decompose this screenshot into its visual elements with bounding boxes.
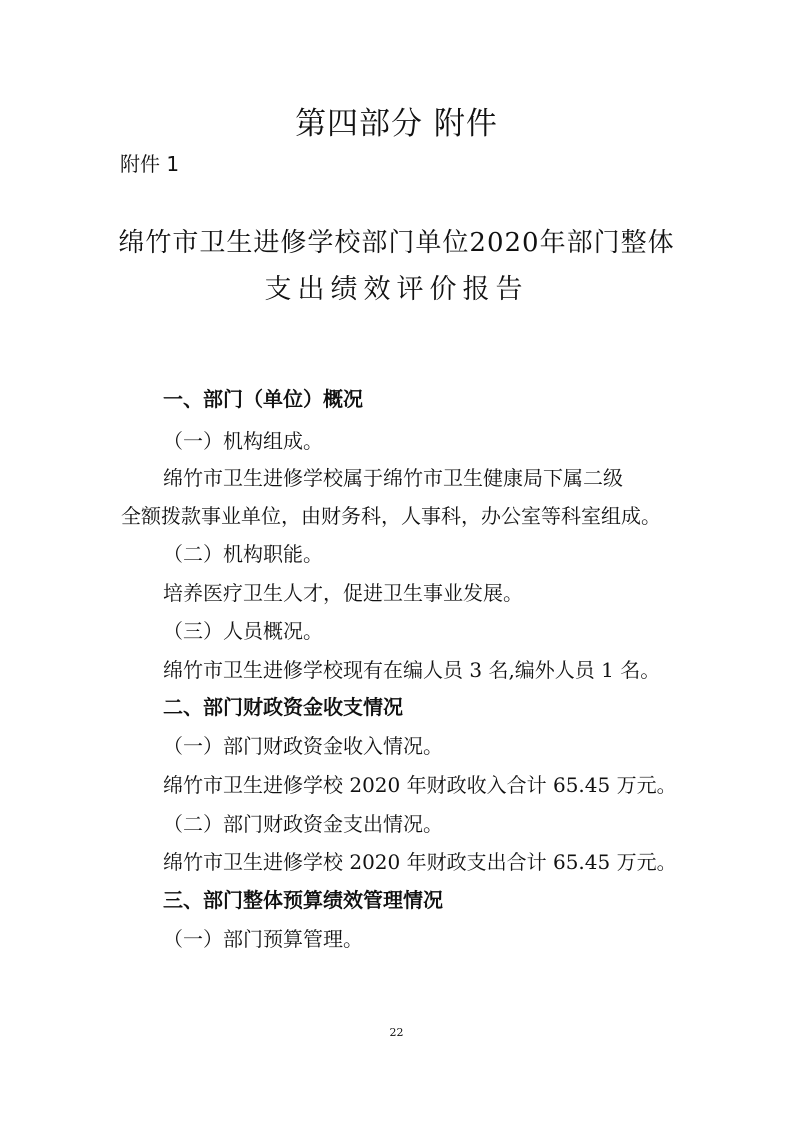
section-2-2-heading: （二）部门财政资金支出情况。 (163, 812, 443, 836)
section-1-2-text: 培养医疗卫生人才，促进卫生事业发展。 (163, 581, 523, 605)
document-title-line-2: 支出绩效评价报告 (264, 274, 529, 305)
section-1-3-text: 绵竹市卫生进修学校现有在编人员 3 名,编外人员 1 名。 (163, 658, 661, 682)
section-2-2-text: 绵竹市卫生进修学校 2020 年财政支出合计 65.45 万元。 (163, 850, 677, 874)
section-2-1-text: 绵竹市卫生进修学校 2020 年财政收入合计 65.45 万元。 (163, 773, 677, 797)
section-3-heading: 三、部门整体预算绩效管理情况 (163, 888, 443, 912)
section-1-2-heading: （二）机构职能。 (163, 542, 323, 566)
section-1-heading: 一、部门（单位）概况 (163, 387, 363, 411)
section-1-1-heading: （一）机构组成。 (163, 429, 323, 453)
section-1-3-heading: （三）人员概况。 (163, 619, 323, 643)
document-title-line-1: 绵竹市卫生进修学校部门单位2020年部门整体 (118, 228, 675, 258)
section-title: 第四部分 附件 (295, 106, 498, 142)
page-number: 22 (389, 1026, 404, 1039)
attachment-label: 附件 1 (120, 152, 180, 176)
section-2-heading: 二、部门财政资金收支情况 (163, 695, 403, 719)
section-2-1-heading: （一）部门财政资金收入情况。 (163, 734, 443, 758)
section-1-1-text-line-2: 全额拨款事业单位，由财务科，人事科，办公室等科室组成。 (121, 504, 661, 528)
section-3-1-heading: （一）部门预算管理。 (163, 927, 363, 951)
section-1-1-text-line-1: 绵竹市卫生进修学校属于绵竹市卫生健康局下属二级 (163, 466, 623, 490)
